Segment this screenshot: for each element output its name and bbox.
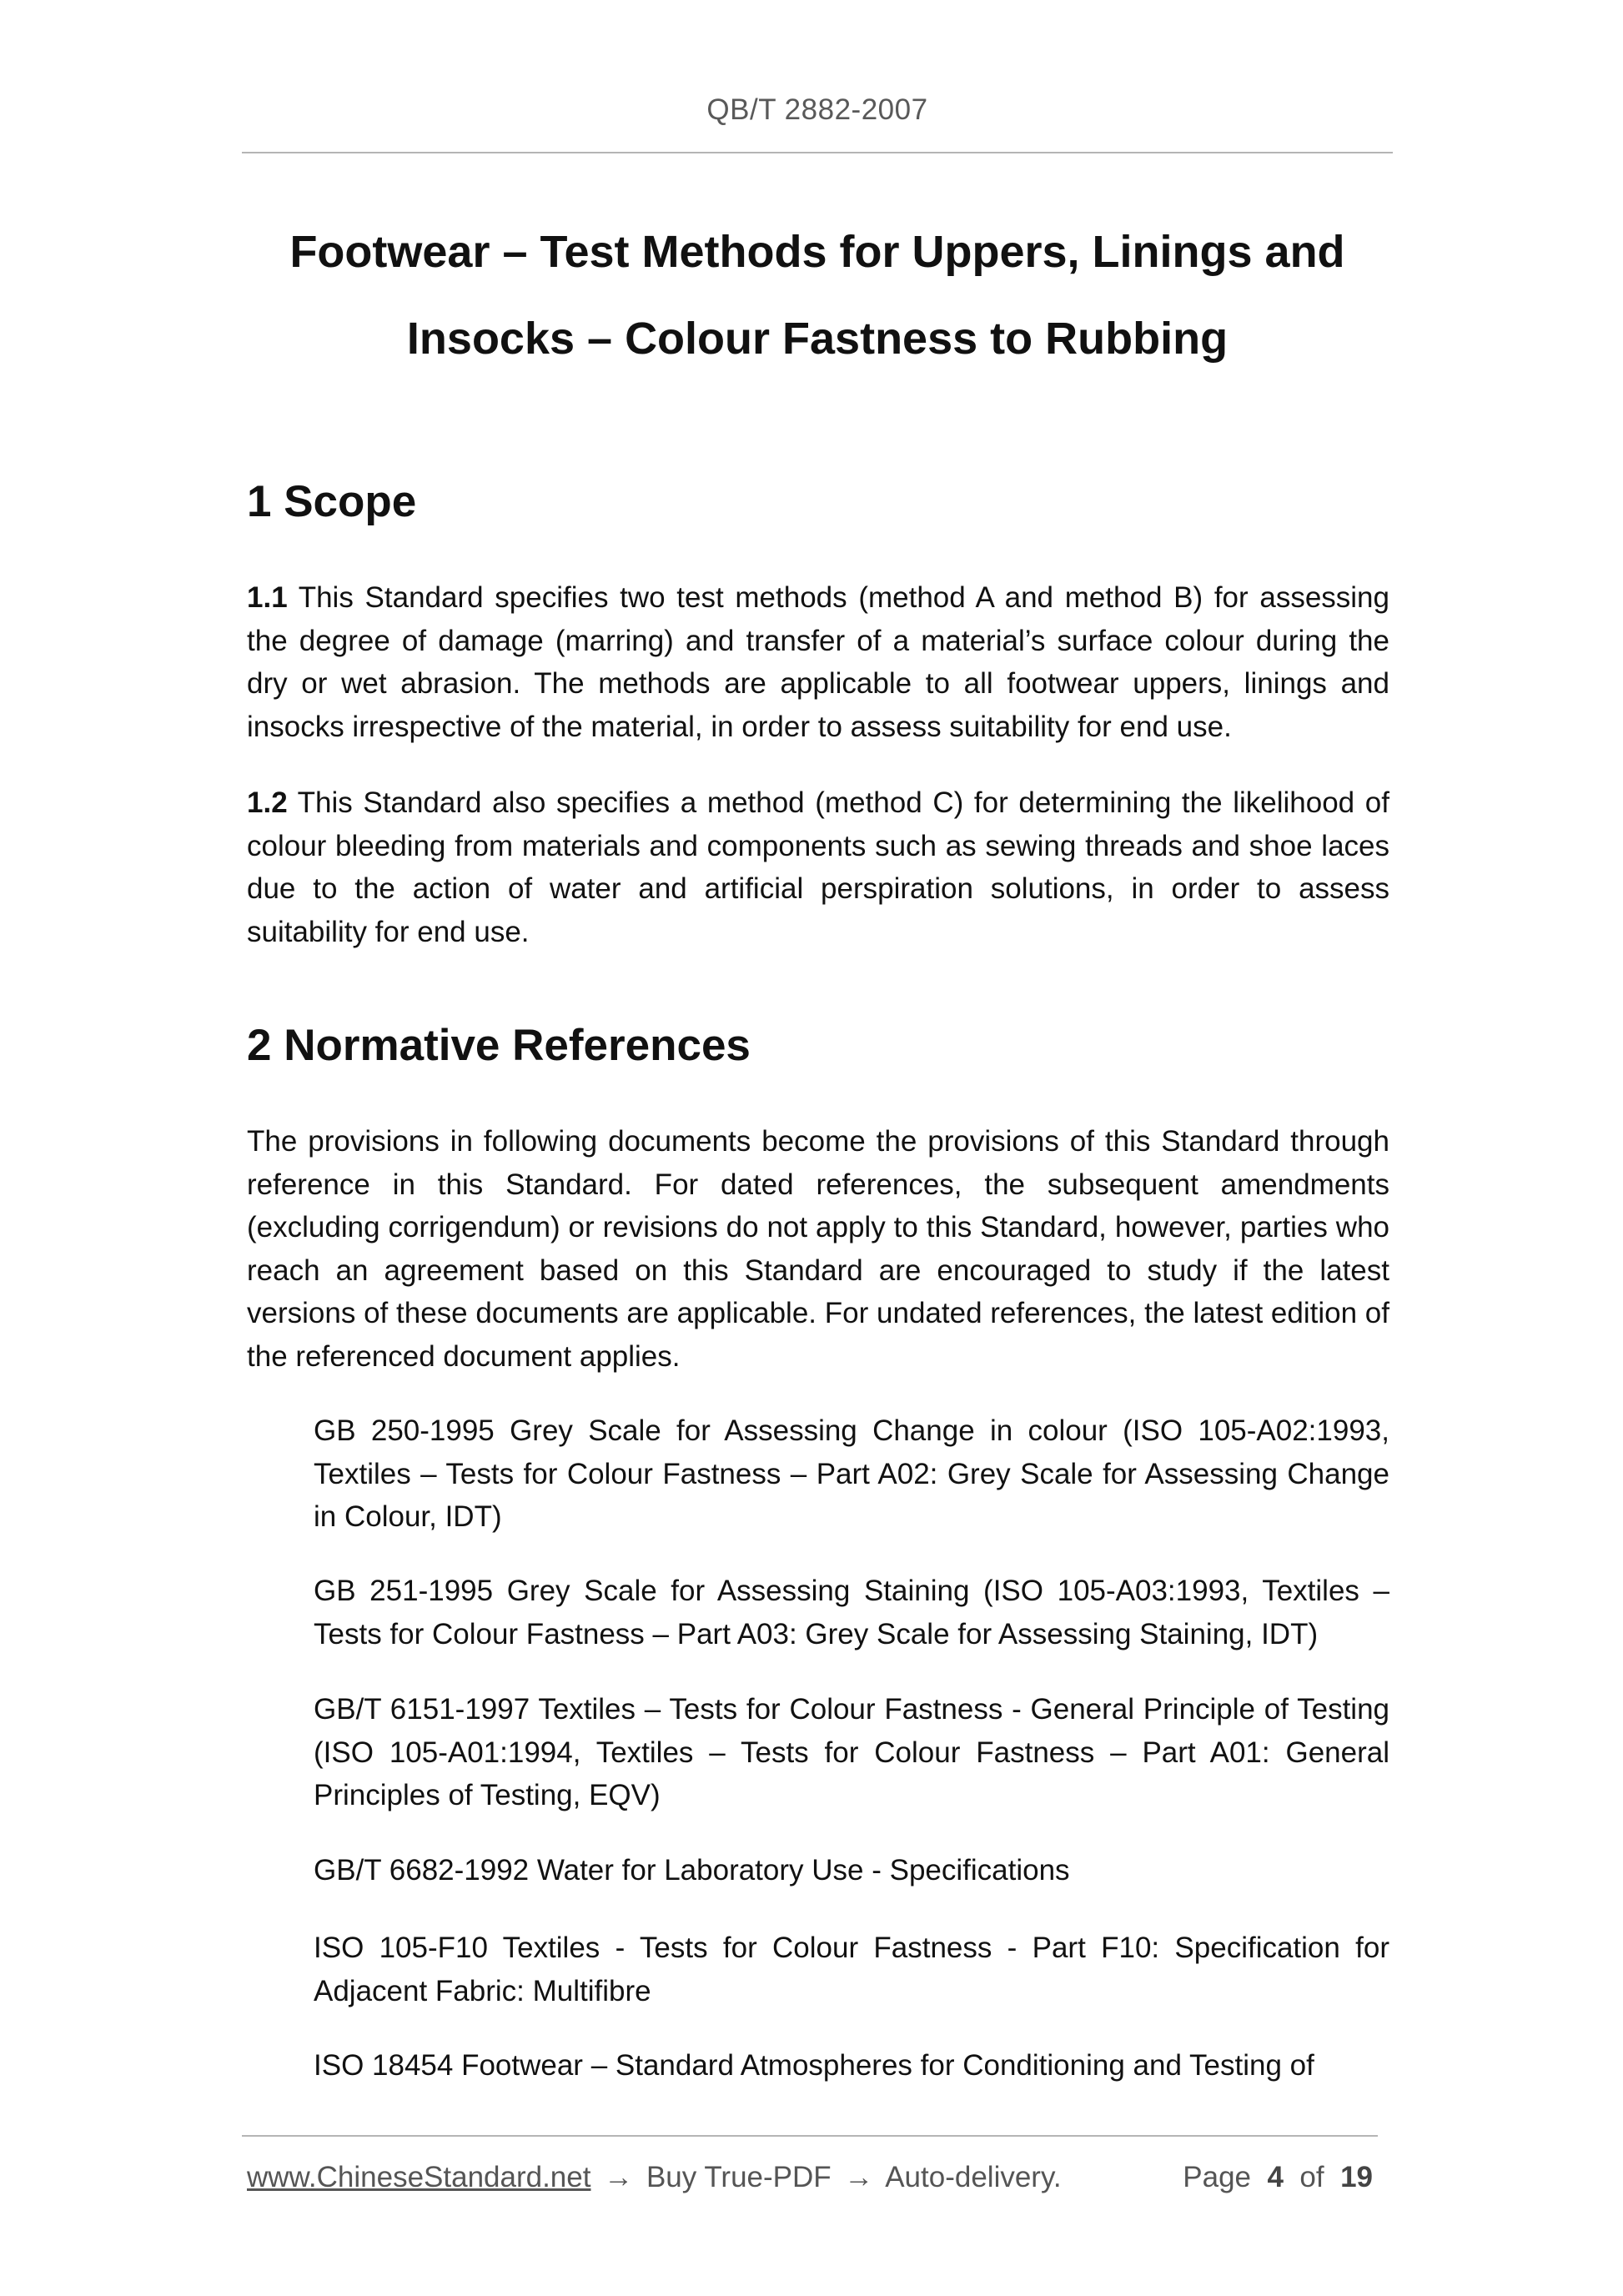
title-line-1: Footwear – Test Methods for Uppers, Linings and [289, 227, 1345, 277]
reference-item: GB/T 6682-1992 Water for Laboratory Use - Specifications [314, 1854, 1070, 1887]
document-title [242, 208, 1393, 382]
auto-delivery-text: Auto-delivery. [885, 2161, 1062, 2193]
reference-item: GB 251-1995 Grey Scale for Assessing Staining (ISO 105-A03:1993, Textiles – Tests for Colour Fastness – Part A03: Grey Scale for Assessing Staining, IDT) [314, 1575, 1389, 1650]
title-line-2: Insocks – Colour Fastness to Rubbing [406, 314, 1229, 364]
reference-item: ISO 105-F10 Textiles - Tests for Colour Fastness - Part F10: Specification for Adjacent Fabric: Multifibre [314, 1932, 1389, 2007]
clause-1-1 [247, 576, 1389, 748]
references-intro: The provisions in following documents become the provisions of this Standard through reference in this Standard. For dated references, the subsequent amendments (excluding corrigendum) or revisions do not apply to this Standard, however, parties who reach an agreement based on this Standard are encouraged to study if the latest versions of these documents are applicable. For undated references, the latest edition of the referenced document applies. [247, 1125, 1389, 1373]
clause-number: 1.2 [247, 786, 288, 819]
section-heading-scope: 1 Scope [247, 477, 417, 526]
footer-divider [242, 2135, 1378, 2137]
clause-text: This Standard also specifies a method (method C) for determining the likelihood of colour bleeding from materials and components such as sewing threads and shoe laces due to the action of water and artificial perspiration solutions, in order to assess suitability for end use. [247, 786, 1389, 948]
reference-item: ISO 18454 Footwear – Standard Atmospheres for Conditioning and Testing of [314, 2049, 1314, 2082]
clause-text: This Standard specifies two test methods (method A and method B) for assessing the degree of damage (marring) and transfer of a material’s surface colour during the dry or wet abrasion. The methods are applicable to all footwear uppers, linings and insocks irrespective of the material, in order to assess suitability for end use. [247, 581, 1389, 743]
buy-true-pdf-text: Buy True-PDF [646, 2161, 832, 2193]
page-footer [247, 2157, 1381, 2198]
clause-1-2 [247, 781, 1389, 953]
page-label: Page [1183, 2161, 1252, 2193]
running-header: QB/T 2882-2007 [706, 93, 928, 126]
of-label: of [1299, 2161, 1324, 2193]
arrow-right-icon: → [844, 2161, 874, 2193]
section-heading-normative-references: 2 Normative References [247, 1021, 751, 1070]
header-divider [242, 152, 1393, 153]
footer-promo [247, 2157, 1062, 2198]
page-indicator [1183, 2157, 1373, 2198]
total-pages-number: 19 [1340, 2161, 1373, 2193]
arrow-right-icon: → [604, 2161, 634, 2193]
website-link[interactable]: www.ChineseStandard.net [247, 2161, 591, 2193]
reference-item: GB 250-1995 Grey Scale for Assessing Change in colour (ISO 105-A02:1993, Textiles – Tests for Colour Fastness – Part A02: Grey Scale for Assessing Change in Colour, IDT) [314, 1414, 1389, 1533]
current-page-number: 4 [1267, 2161, 1284, 2193]
clause-number: 1.1 [247, 581, 288, 614]
reference-item: GB/T 6151-1997 Textiles – Tests for Colour Fastness - General Principle of Testing (ISO 105-A01:1994, Textiles – Tests for Colour Fastness – Part A01: General Principles of Testing, EQV) [314, 1693, 1389, 1811]
